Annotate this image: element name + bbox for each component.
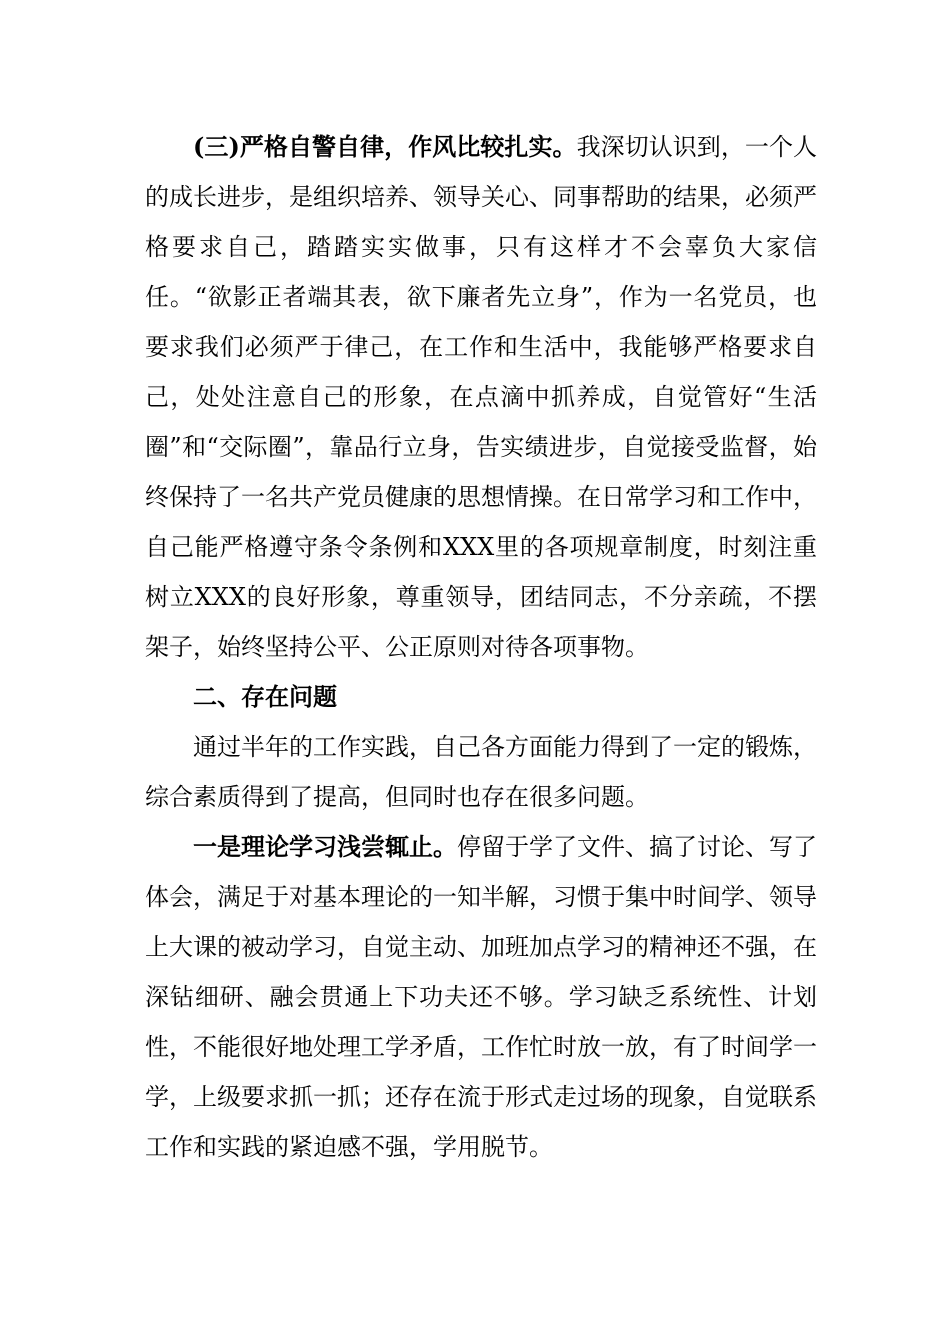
paragraph-body-theory-study: 停留于学了文件、搞了讨论、写了体会，满足于对基本理论的一知半解，习惯于集中时间学、领导上大课的被动学习，自觉主动、加班加点学习的精神还不强，在深钻细研、融会贯通上下功夫还不够。学习缺乏系统性、计划性，不能很好地处理工学矛盾，工作忙时放一放，有了时间学一学，上级要求抓一抓；还存在流于形式走过场的现象，自觉联系工作和实践的紧迫感不强，学用脱节。 [145,833,817,1161]
paragraph-body-intro-problems: 通过半年的工作实践，自己各方面能力得到了一定的锻炼，综合素质得到了提高，但同时也存在很多问题。 [145,733,817,811]
paragraph-lead-discipline: (三)严格自警自律，作风比较扎实。 [193,132,577,161]
paragraph-discipline [145,122,817,672]
paragraph-lead-theory-study: 一是理论学习浅尝辄止。 [193,832,457,861]
paragraph-body-discipline: 我深切认识到，一个人的成长进步，是组织培养、领导关心、同事帮助的结果，必须严格要求自己，踏踏实实做事，只有这样才不会辜负大家信任。“欲影正者端其表，欲下廉者先立身”，作为一名党员，也要求我们必须严于律己，在工作和生活中，我能够严格要求自己，处处注意自己的形象，在点滴中抓养成，自觉管好“生活圈”和“交际圈”，靠品行立身，告实绩进步，自觉接受监督，始终保持了一名共产党员健康的思想情操。在日常学习和工作中，自己能严格遵守条令条例和XXX里的各项规章制度，时刻注重树立XXX的良好形象，尊重领导，团结同志，不分亲疏，不摆架子，始终坚持公平、公正原则对待各项事物。 [145,133,818,661]
section-heading-problems: 二、存在问题 [193,682,337,711]
paragraph-intro-problems [145,722,817,822]
document-page [145,122,817,1172]
paragraph-theory-study [145,822,817,1172]
